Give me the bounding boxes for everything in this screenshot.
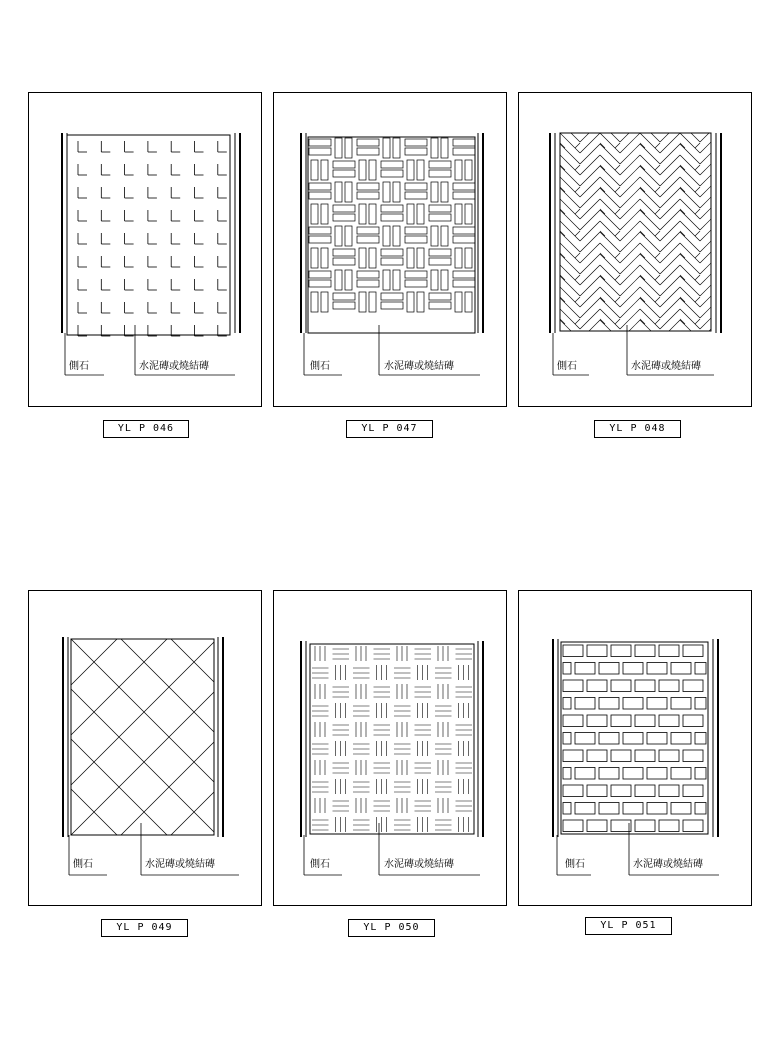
panel-049 (28, 590, 262, 906)
caption-048: YL P 048 (594, 420, 681, 438)
side-stone-label: 側石 (69, 361, 89, 372)
side-stone-label: 側石 (557, 361, 577, 372)
material-label: 水泥磚或燒結磚 (139, 361, 209, 372)
caption-051: YL P 051 (585, 917, 672, 935)
caption-046: YL P 046 (103, 420, 189, 438)
panel-048 (518, 92, 752, 407)
caption-049: YL P 049 (101, 919, 188, 937)
material-label: 水泥磚或燒結磚 (633, 859, 703, 870)
material-label: 水泥磚或燒結磚 (145, 859, 215, 870)
material-label: 水泥磚或燒結磚 (631, 361, 701, 372)
panel-050 (273, 590, 507, 906)
panel-051 (518, 590, 752, 906)
side-stone-label: 側石 (565, 859, 585, 870)
side-stone-label: 側石 (310, 361, 330, 372)
side-stone-label: 側石 (73, 859, 93, 870)
panel-047 (273, 92, 507, 407)
caption-047: YL P 047 (346, 420, 433, 438)
panel-046 (28, 92, 262, 407)
side-stone-label: 側石 (310, 859, 330, 870)
caption-050: YL P 050 (348, 919, 435, 937)
material-label: 水泥磚或燒結磚 (384, 361, 454, 372)
material-label: 水泥磚或燒結磚 (384, 859, 454, 870)
